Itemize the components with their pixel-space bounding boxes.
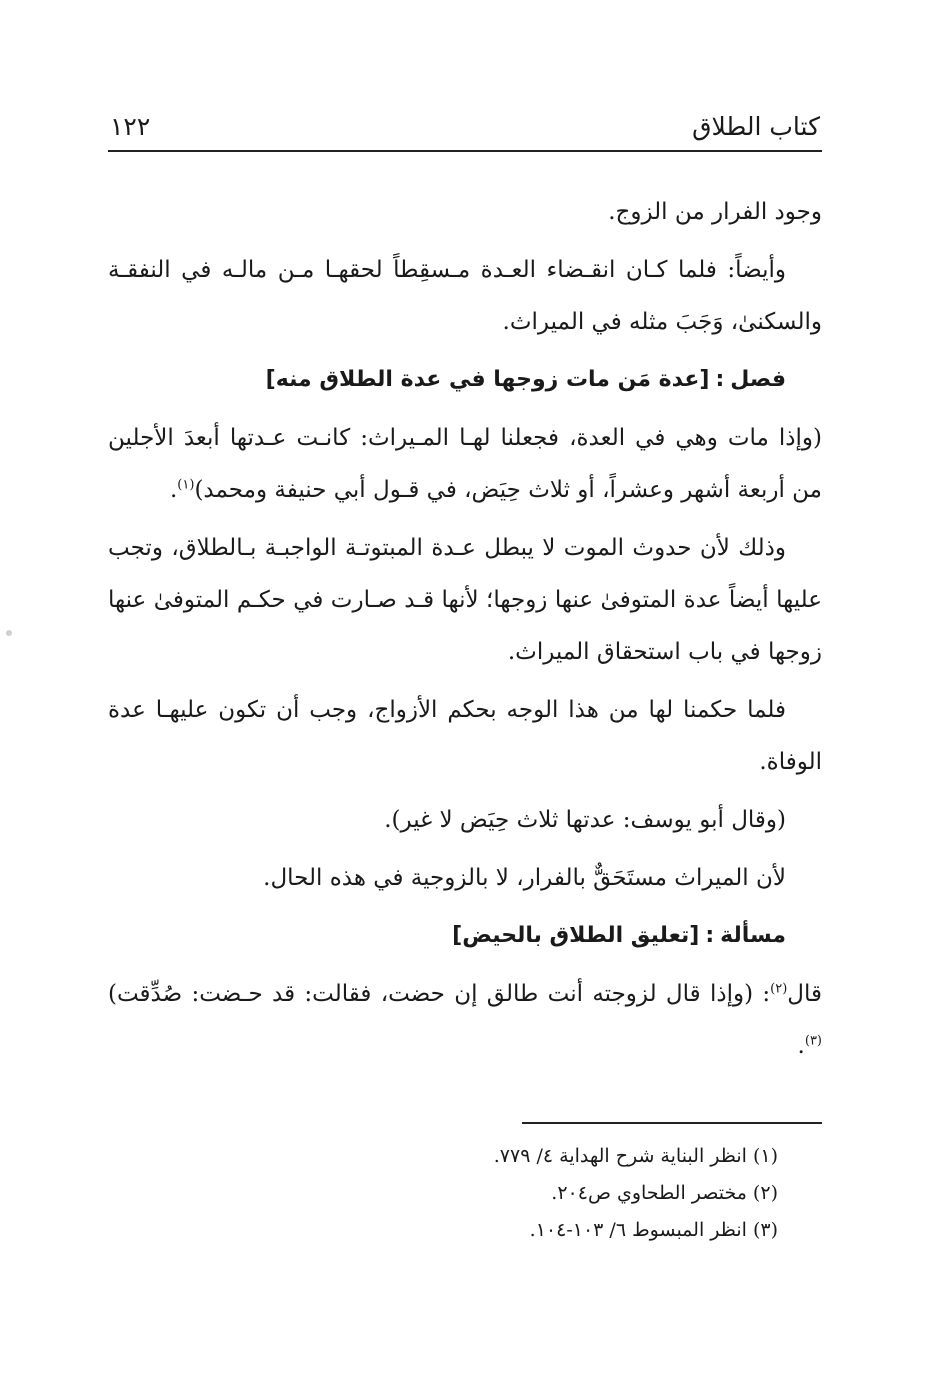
footnote: (٣) انظر المبسوط ٦/ ١٠٣-١٠٤.: [529, 1219, 778, 1241]
paragraph: (وقال أبو يوسف: عدتها ثلاث حِيَض لا غير).: [384, 807, 786, 833]
scan-mark: [6, 630, 12, 636]
paragraph: وأيضاً: فلما كـان انقـضاء العـدة مـسقِطاً لحقهـا مـن مالـه في النفقـة والسكنىٰ، وَجَبَ مثله في الميراث.: [108, 257, 822, 335]
running-title: كتاب الطلاق: [692, 112, 820, 141]
footnote-ref: (٣): [804, 1033, 822, 1049]
heading-title: [عدة مَن مات زوجها في عدة الطلاق منه]: [265, 367, 710, 392]
paragraph: وجود الفرار من الزوج.: [608, 199, 822, 225]
paragraph: وذلك لأن حدوث الموت لا يبطل عـدة المبتوتـة الواجبـة بـالطلاق، وتجب عليها أيضاً عدة المتوفىٰ عنها زوجها؛ لأنها قـد صـارت في حكـم المتوفىٰ عنها زوجها في باب استحقاق الميراث.: [108, 535, 822, 665]
heading-prefix: مسألة: [720, 923, 786, 948]
paragraph: [108, 412, 822, 516]
paragraph: لأن الميراث مستَحَقٌّ بالفرار، لا بالزوجية في هذه الحال.: [263, 865, 786, 891]
paragraph-text: قال: [787, 981, 823, 1007]
running-header: [108, 100, 822, 152]
section-heading: مسألة:[تعليق الطلاق بالحيض]: [452, 923, 786, 948]
paragraph: فلما حكمنا لها من هذا الوجه بحكم الأزواج، وجب أن تكون عليهـا عدة الوفاة.: [108, 697, 822, 775]
paragraph-end: .: [797, 1033, 805, 1059]
footnote: (٢) مختصر الطحاوي ص٢٠٤.: [551, 1182, 778, 1204]
footnote-ref: (٢): [770, 981, 788, 997]
heading-prefix: فصل: [730, 367, 786, 392]
footnotes: [108, 1138, 822, 1249]
footnote: (١) انظر البناية شرح الهداية ٤/ ٧٧٩.: [493, 1145, 778, 1167]
paragraph-end: .: [169, 477, 178, 503]
page-number: ١٢٢: [110, 112, 151, 141]
paragraph-text: (وإذا مات وهي في العدة، فجعلنا لهـا المـيراث: كانـت عـدتها أبعدَ الأجلين من أربعة أشهر وعشراً، أو ثلاث حِيَض، في قـول أبي حنيفة ومحمد): [108, 425, 822, 503]
body-text: [108, 186, 822, 1072]
footnote-ref: (١): [177, 477, 195, 493]
section-heading: فصل:[عدة مَن مات زوجها في عدة الطلاق منه]: [265, 367, 786, 392]
book-page: [108, 100, 822, 1249]
heading-title: [تعليق الطلاق بالحيض]: [452, 923, 700, 948]
paragraph: [108, 968, 822, 1072]
paragraph-text: : (وإذا قال لزوجته أنت طالق إن حضت، فقالت: قد حـضت: صُدِّقت): [108, 981, 771, 1007]
footnote-divider: [522, 1122, 822, 1124]
